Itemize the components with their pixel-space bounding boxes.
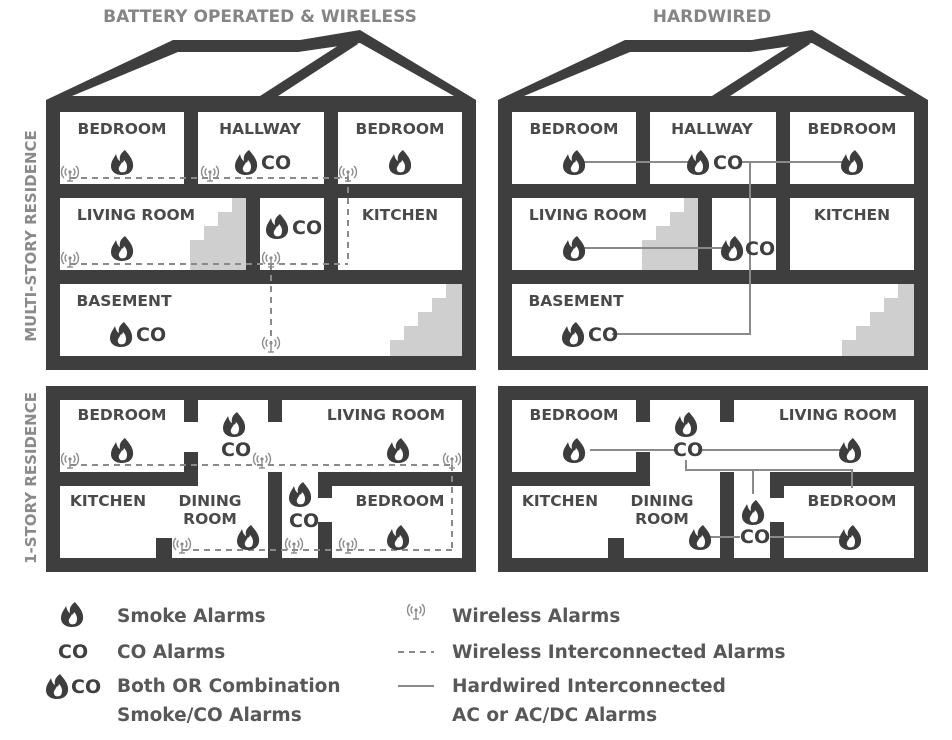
room-label: KITCHEN bbox=[361, 206, 439, 224]
legend-wireless-interconnected-label: Wireless Interconnected Alarms bbox=[452, 642, 786, 663]
room-label: LIVING ROOM bbox=[326, 406, 446, 424]
room-label: HALLWAY bbox=[219, 120, 301, 138]
co-text-icon: CO bbox=[136, 324, 167, 346]
room-label: KITCHEN bbox=[69, 492, 147, 510]
room-label: BEDROOM bbox=[355, 120, 445, 138]
room-label: LIVING ROOM bbox=[528, 206, 648, 224]
legend-wireless-label: Wireless Alarms bbox=[452, 606, 621, 627]
room-label: ROOM bbox=[183, 510, 237, 528]
co-text-icon: CO bbox=[673, 439, 704, 461]
room-label: KITCHEN bbox=[813, 206, 891, 224]
right-multi-story-house bbox=[498, 30, 928, 370]
room-label: LIVING ROOM bbox=[778, 406, 898, 424]
co-text-icon: CO bbox=[713, 152, 744, 174]
wireless-antenna-icon bbox=[408, 604, 425, 619]
one-story-label: 1-STORY RESIDENCE bbox=[22, 392, 40, 564]
room-label: BEDROOM bbox=[807, 120, 897, 138]
legend-both-label-2: Smoke/CO Alarms bbox=[117, 705, 302, 726]
co-text-icon: CO bbox=[71, 676, 102, 698]
legend bbox=[46, 602, 786, 726]
room-label: BEDROOM bbox=[529, 406, 619, 424]
legend-hardwired-label: Hardwired Interconnected bbox=[452, 676, 726, 697]
smoke-alarm-flame-icon bbox=[61, 602, 83, 627]
room-label: HALLWAY bbox=[671, 120, 753, 138]
co-text-icon: CO bbox=[740, 526, 771, 548]
room-label: LIVING ROOM bbox=[76, 206, 196, 224]
room-label: BASEMENT bbox=[76, 292, 172, 310]
co-text-icon: CO bbox=[221, 439, 252, 461]
room-label: BEDROOM bbox=[77, 406, 167, 424]
legend-smoke-label: Smoke Alarms bbox=[117, 606, 266, 627]
co-text-icon: CO bbox=[745, 238, 776, 260]
room-label: ROOM bbox=[635, 510, 689, 528]
room-label: BEDROOM bbox=[807, 492, 897, 510]
room-label: DINING bbox=[178, 492, 242, 510]
battery-wireless-heading: BATTERY OPERATED & WIRELESS bbox=[103, 7, 417, 27]
co-text-icon: CO bbox=[292, 217, 323, 239]
co-text-icon: CO bbox=[58, 641, 89, 663]
legend-co-label: CO Alarms bbox=[117, 642, 226, 663]
co-text-icon: CO bbox=[588, 324, 619, 346]
room-label: BEDROOM bbox=[355, 492, 445, 510]
smoke-alarm-flame-icon bbox=[46, 674, 68, 699]
room-label: KITCHEN bbox=[521, 492, 599, 510]
left-multi-story-house bbox=[46, 30, 476, 370]
multi-story-label: MULTI-STORY RESIDENCE bbox=[22, 130, 40, 342]
room-label: BASEMENT bbox=[528, 292, 624, 310]
hardwired-heading: HARDWIRED bbox=[652, 7, 772, 27]
room-label: BEDROOM bbox=[77, 120, 167, 138]
co-text-icon: CO bbox=[261, 152, 292, 174]
co-text-icon: CO bbox=[289, 510, 320, 532]
legend-both-label: Both OR Combination bbox=[117, 676, 341, 697]
legend-hardwired-label-2: AC or AC/DC Alarms bbox=[452, 705, 658, 726]
room-label: BEDROOM bbox=[529, 120, 619, 138]
room-label: DINING bbox=[630, 492, 694, 510]
